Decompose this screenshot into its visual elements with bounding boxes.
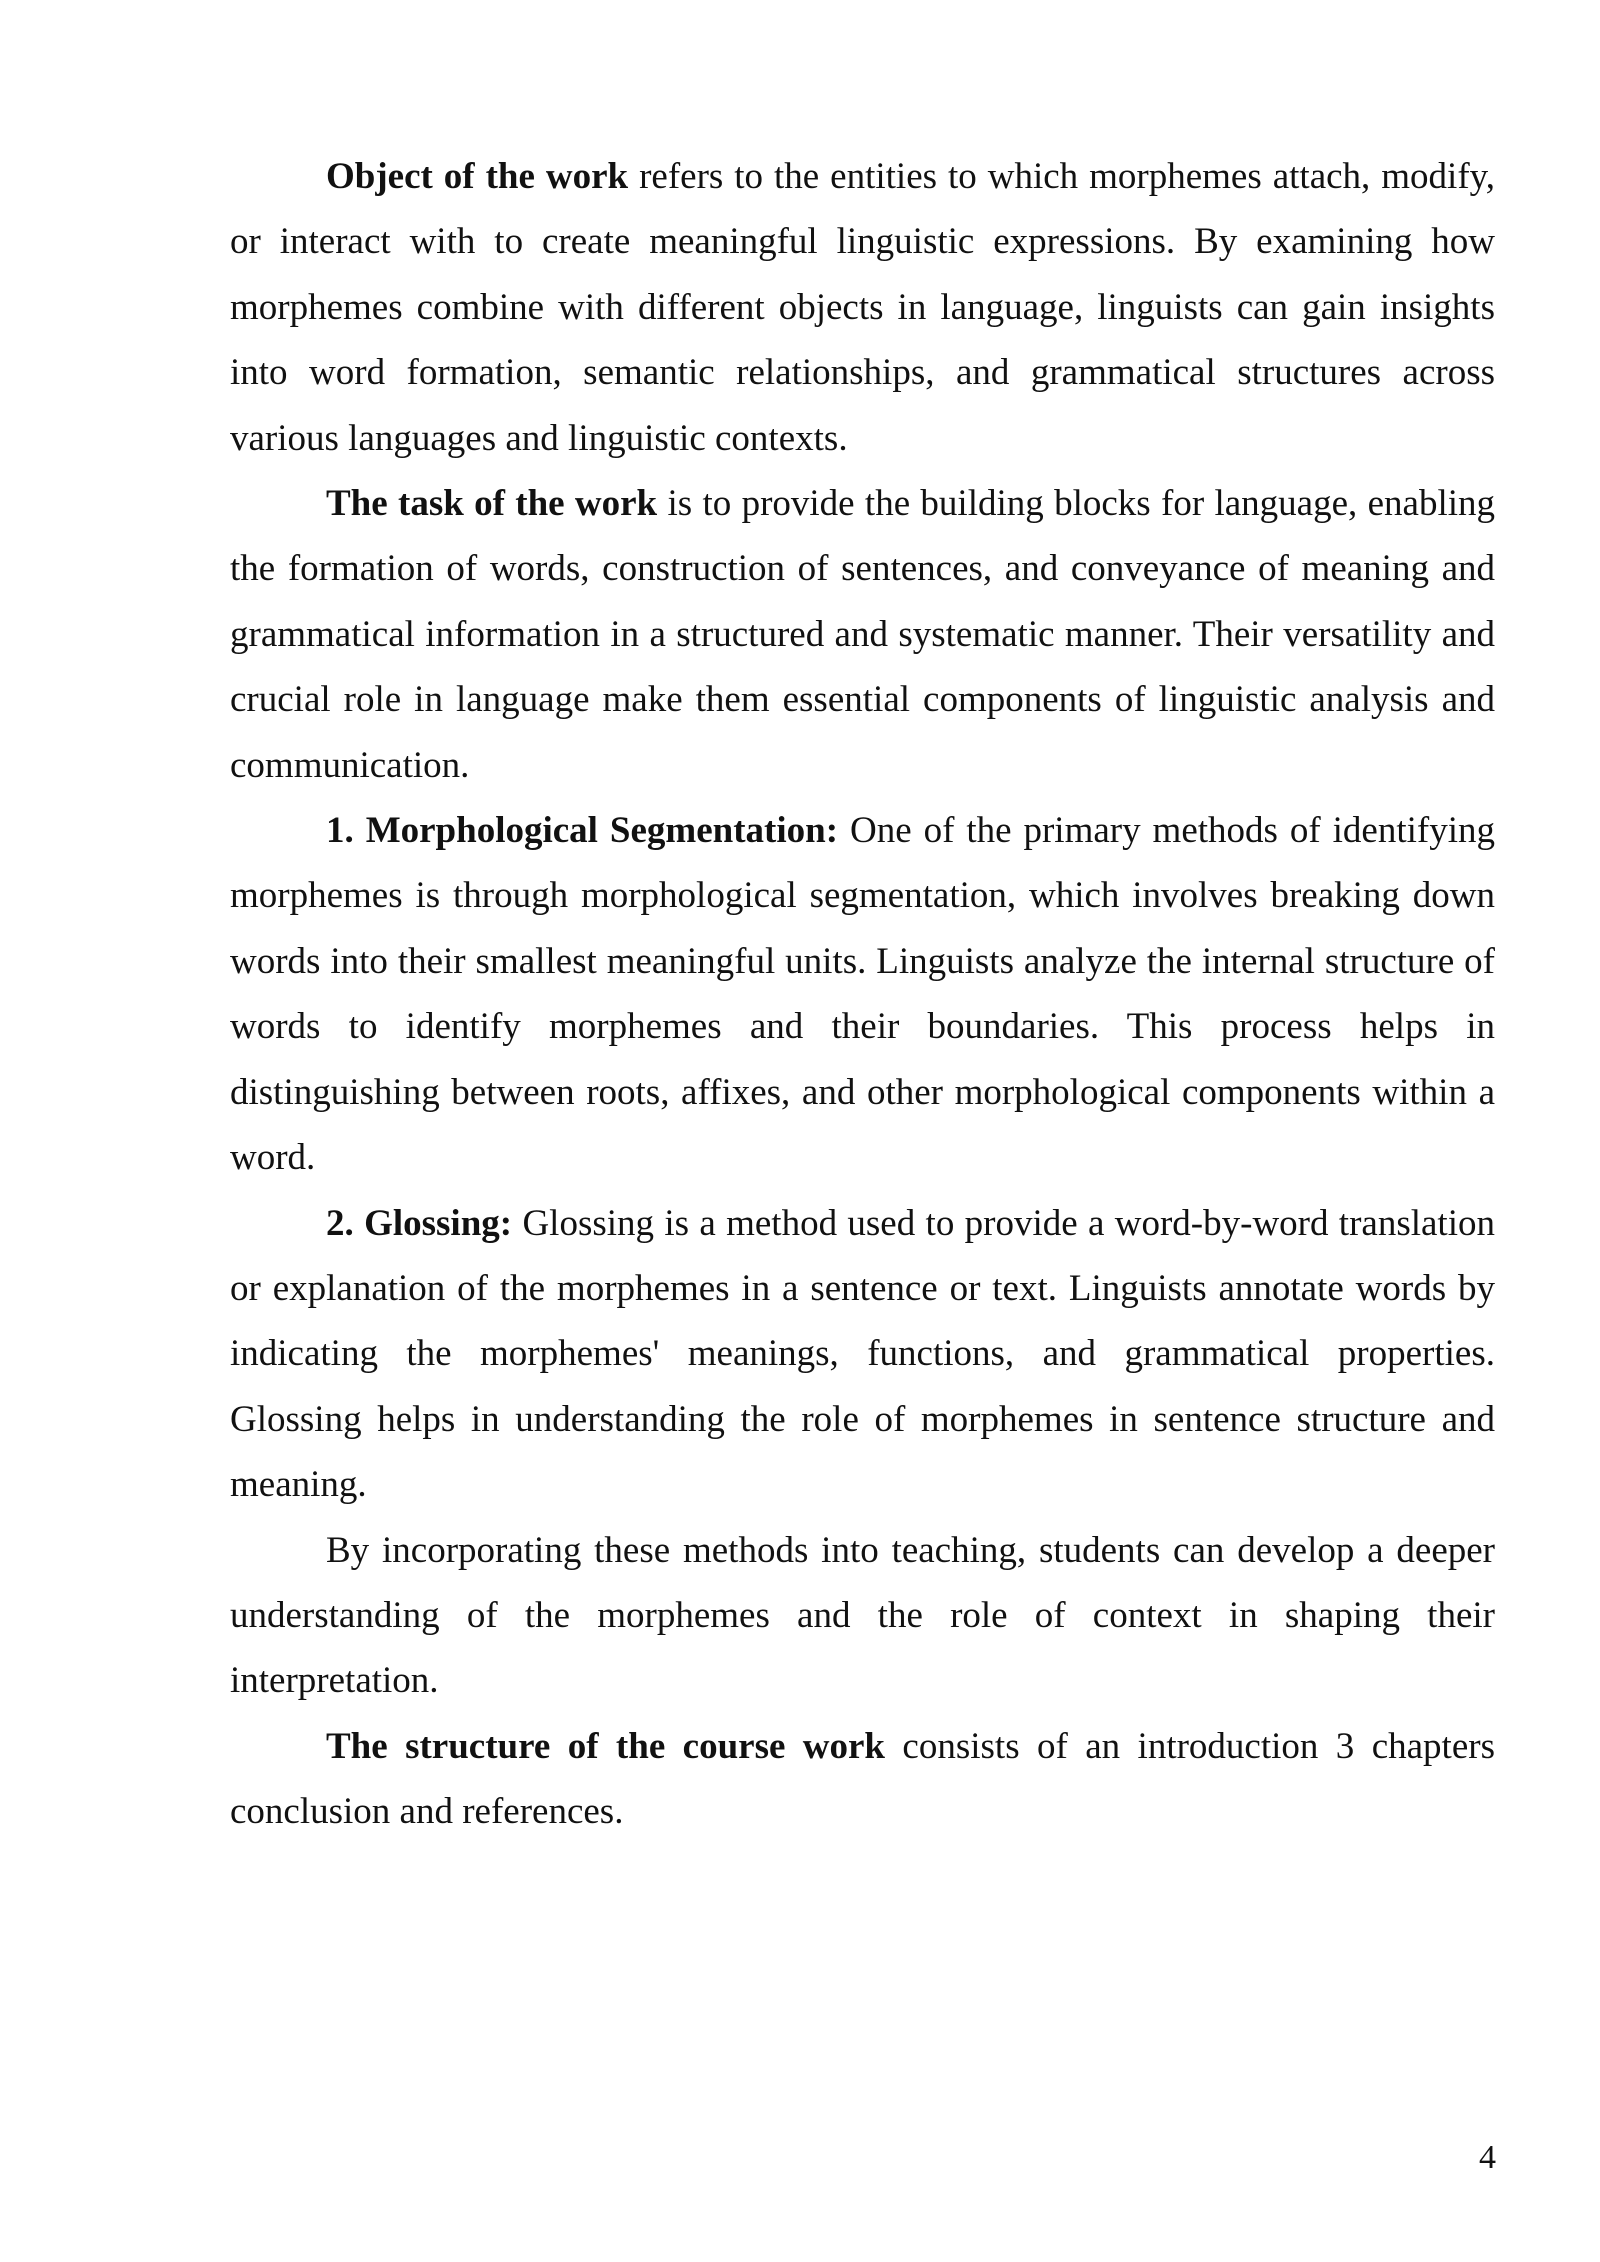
page-number: 4 bbox=[1479, 2139, 1496, 2176]
paragraph-heading: 2. Glossing: bbox=[326, 1202, 513, 1244]
paragraph-text: By incorporating these methods into teaching, students can develop a deeper understanding of the morphemes and the role of context in shaping their interpretation. bbox=[230, 1529, 1495, 1702]
paragraph-teaching-methods bbox=[230, 1518, 1495, 1714]
paragraph-glossing bbox=[230, 1191, 1495, 1518]
paragraph-heading: 1. Morphological Segmentation: bbox=[326, 810, 839, 852]
paragraph-morphological-segmentation bbox=[230, 798, 1495, 1190]
paragraph-text: refers to the entities to which morphemes attach, modify, or interact with to create meaningful linguistic expressions. By examining how morphemes combine with different objects in language, linguists can gain insights into word formation, semantic relationships, and grammatical structures across various languages and linguistic contexts. bbox=[230, 156, 1495, 459]
paragraph-task-of-work bbox=[230, 471, 1495, 798]
paragraph-text: consists of an introduction 3 chapters conclusion and references. bbox=[230, 1725, 1495, 1833]
paragraph-text: One of the primary methods of identifying morphemes is through morphological segmentation, which involves breaking down words into their smallest meaningful units. Linguists analyze the internal structure of words to identify morphemes and their boundaries. This process helps in distinguishing between roots, affixes, and other morphological components within a word. bbox=[230, 810, 1496, 1179]
paragraph-heading: The task of the work bbox=[326, 483, 658, 525]
paragraph-object-of-work bbox=[230, 144, 1495, 471]
document-body bbox=[230, 144, 1495, 1845]
paragraph-heading: The structure of the course work bbox=[326, 1725, 886, 1767]
paragraph-course-structure bbox=[230, 1714, 1495, 1845]
paragraph-text: is to provide the building blocks for language, enabling the formation of words, construction of sentences, and conveyance of meaning and grammatical information in a structured and systematic manner. Their versatility and crucial role in language make them essential components of linguistic analysis and communication. bbox=[230, 483, 1496, 786]
paragraph-text: Glossing is a method used to provide a word-by-word translation or explanation of the morphemes in a sentence or text. Linguists annotate words by indicating the morphemes' meanings, functions, and grammatical properties. Glossing helps in understanding the role of morphemes in sentence structure and meaning. bbox=[230, 1202, 1495, 1506]
paragraph-heading: Object of the work bbox=[326, 156, 629, 197]
